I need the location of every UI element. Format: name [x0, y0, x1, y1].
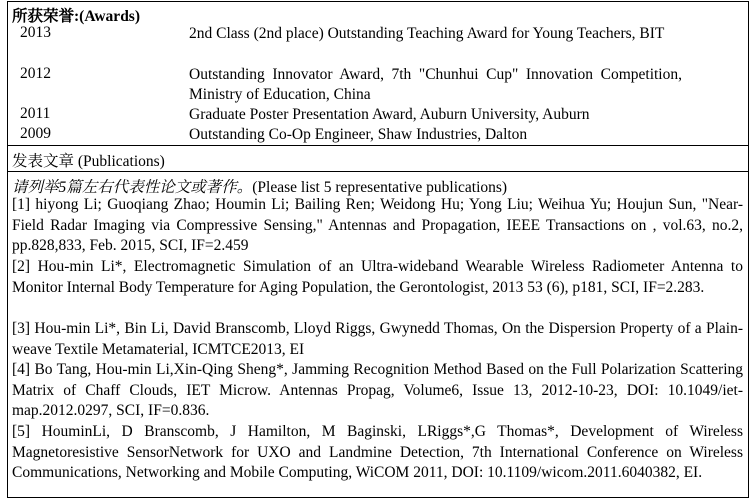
awards-heading: 所获荣誉:(Awards) — [12, 8, 141, 25]
publications-instruction — [12, 175, 507, 197]
instruction-en: (Please list 5 representative publications) — [252, 179, 508, 196]
publications-section — [8, 172, 748, 497]
publication-item: [5] HouminLi, D Branscomb, J Hamilton, M Baginski, LRiggs*,G Thomas*, Development of Wireless Magnetoresistive SensorNetwork for UXO and Landmine Detection, 7th International Conference on Wireless Communications, Networking and Mobile Computing, WiCOM 2011, DOI: 10.1109/wicom.2011.6040382, EI. — [12, 423, 743, 481]
publications-heading: 发表文章 (Publications) — [12, 153, 165, 170]
award-year: 2012 — [20, 65, 51, 82]
publication-item: [3] Hou-min Li*, Bin Li, David Branscomb, Lloyd Riggs, Gwynedd Thomas, On the Dispersion Property of a Plain-weave Textile Metamaterial, ICMTCE2013, EI — [12, 320, 743, 358]
award-text: Outstanding Co-Op Engineer, Shaw Industries, Dalton — [189, 126, 528, 143]
award-year: 2009 — [20, 125, 51, 142]
publication-item: [4] Bo Tang, Hou-min Li,Xin-Qing Sheng*, Jamming Recognition Method Based on the Full Polarization Scattering Matrix of Chaff Clouds, IET Microw. Antennas Propag, Volume6, Issue 13, 2012-10-23, DOI: 10.1049/iet-map.2012.0297, SCI, IF=0.836. — [12, 361, 743, 419]
publication-item: [1] hiyong Li; Guoqiang Zhao; Houmin Li; Bailing Ren; Weidong Hu; Yong Liu; Weihua Yu; Houjun Sun, "Near-Field Radar Imaging via Compressive Sensing," Antennas and Propagation, IEEE Transactions on , vol.63, no.2, pp.828,833, Feb. 2015, SCI, IF=2.459 — [12, 196, 743, 254]
award-year: 2013 — [20, 24, 51, 41]
cv-table — [7, 1, 749, 498]
award-text: Outstanding Innovator Award, 7th "Chunhui Cup" Innovation Competition, Ministry of Education, China — [189, 66, 682, 103]
instruction-cn: 请列举5篇左右代表性论文或著作。 — [12, 179, 253, 196]
publications-header-section — [8, 146, 748, 172]
award-text: Graduate Poster Presentation Award, Auburn University, Auburn — [189, 106, 590, 123]
awards-section — [8, 2, 748, 146]
award-text: 2nd Class (2nd place) Outstanding Teaching Award for Young Teachers, BIT — [189, 25, 665, 42]
award-year: 2011 — [20, 105, 51, 122]
publication-item: [2] Hou-min Li*, Electromagnetic Simulation of an Ultra-wideband Wearable Wireless Radiometer Antenna to Monitor Internal Body Temperature for Aging Population, the Gerontologist, 2013 53 (6), p181, SCI, IF=2.283. — [12, 258, 743, 296]
